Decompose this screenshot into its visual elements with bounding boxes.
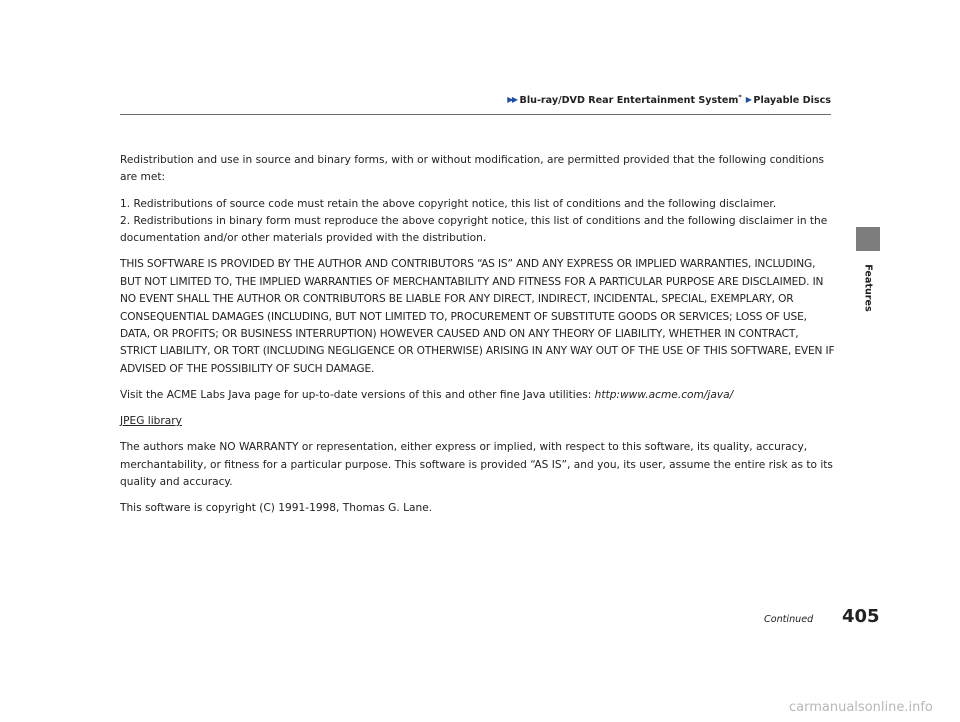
condition-item-2: 2. Redistributions in binary form must reproduce the above copyright notice, this list of conditions and the following disclaimer in the documentation and/or other materials provided with the distribution. — [120, 214, 828, 245]
visit-paragraph — [120, 387, 835, 404]
breadcrumb — [120, 93, 831, 109]
license-text-body — [120, 152, 835, 526]
disclaimer-paragraph: THIS SOFTWARE IS PROVIDED BY THE AUTHOR AND CONTRIBUTORS “AS IS” AND ANY EXPRESS OR IMPLIED WARRANTIES, INCLUDING, BUT NOT LIMITED TO, THE IMPLIED WARRANTIES OF MERCHANTABILITY AND FITNESS FOR A PARTICULAR PURPOSE ARE DISCLAIMED. IN NO EVENT SHALL THE AUTHOR OR CONTRIBUTORS BE LIABLE FOR ANY DIRECT, INDIRECT, INCIDENTAL, SPECIAL, EXEMPLARY, OR CONSEQUENTIAL DAMAGES (INCLUDING, BUT NOT LIMITED TO, PROCUREMENT OF SUBSTITUTE GOODS OR SERVICES; LOSS OF USE, DATA, OR PROFITS; OR BUSINESS INTERRUPTION) HOWEVER CAUSED AND ON ANY THEORY OF LIABILITY, WHETHER IN CONTRACT, STRICT LIABILITY, OR TORT (INCLUDING NEGLIGENCE OR OTHERWISE) ARISING IN ANY WAY OUT OF THE USE OF THIS SOFTWARE, EVEN IF ADVISED OF THE POSSIBILITY OF SUCH DAMAGE. — [120, 258, 835, 375]
header-divider — [120, 114, 831, 115]
conditions-list — [120, 196, 835, 248]
jpeg-library-heading — [120, 413, 835, 430]
continued-label: Continued — [764, 614, 814, 625]
acme-url: http:www.acme.com/java/ — [594, 388, 734, 401]
section-side-label — [838, 258, 898, 318]
copyright-paragraph: This software is copyright (C) 1991-1998, Thomas G. Lane. — [120, 502, 433, 515]
jpeg-library-heading-text: JPEG library — [120, 415, 182, 428]
section-tab-marker — [856, 227, 880, 251]
redistribution-paragraph: Redistribution and use in source and binary forms, with or without modification, are permitted provided that the following conditions are met: — [120, 154, 825, 184]
condition-item-1: 1. Redistributions of source code must retain the above copyright notice, this list of conditions and the following disclaimer. — [120, 197, 777, 210]
warranty-paragraph: The authors make NO WARRANTY or representation, either express or implied, with respect to this software, its quality, accuracy, merchantability, or fitness for a particular purpose. This software is provided “AS IS”, and you, its user, assume the entire risk as to its quality and accuracy. — [120, 441, 833, 488]
breadcrumb-subsection: Playable Discs — [753, 95, 831, 106]
option-marker: * — [738, 93, 742, 101]
arrow-icon: ▶ — [745, 95, 751, 104]
page-number: 405 — [842, 606, 880, 627]
breadcrumb-section: Blu-ray/DVD Rear Entertainment System — [519, 95, 739, 106]
double-arrow-icon: ▶▶ — [507, 95, 517, 104]
section-side-label-text: Features — [862, 264, 874, 312]
visit-text: Visit the ACME Labs Java page for up-to-date versions of this and other fine Java utilities: — [120, 388, 595, 401]
watermark: carmanualsonline.info — [789, 700, 933, 715]
